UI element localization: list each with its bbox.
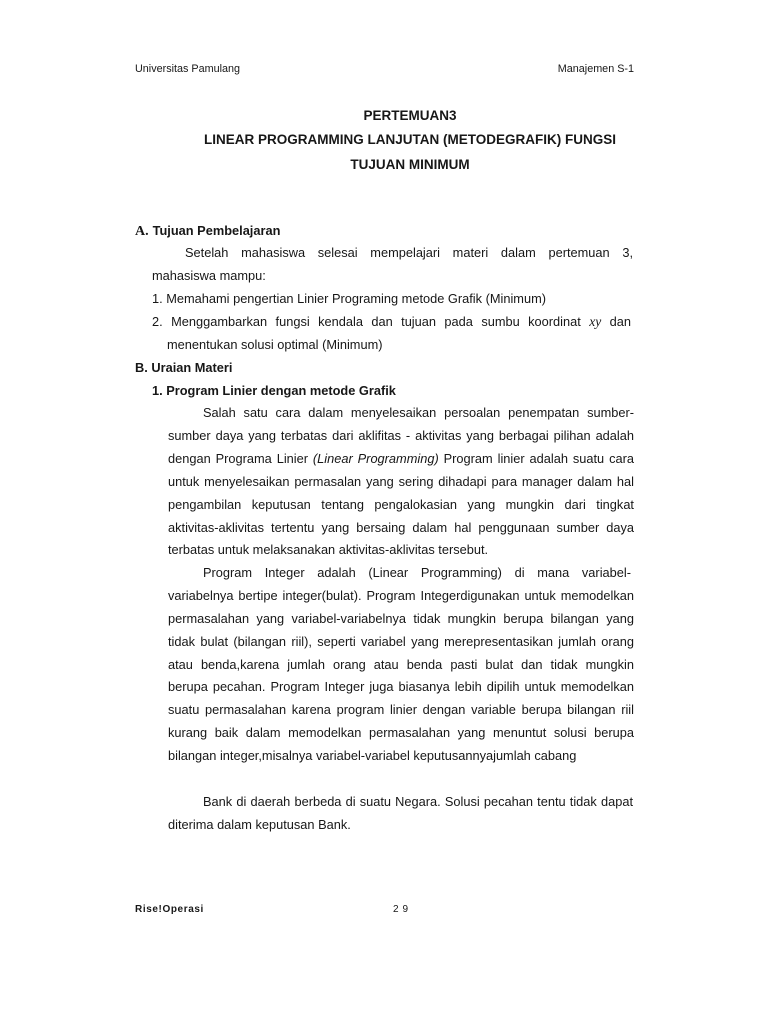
objective-item: 1. Memahami pengertian Linier Programing metode Grafik (Minimum) [152, 291, 547, 307]
paragraph-text: dengan Programa Linier [168, 451, 308, 467]
paragraph-line: Salah satu cara dalam menyelesaikan persoalan penempatan sumber- [203, 405, 634, 421]
paragraph-line: terbatas untuk melaksanakan aktivitas-aklivitas tersebut. [168, 542, 489, 558]
paragraph-line: suatu permasalahan karena program linier dengan variable berupa bilangan riil [168, 702, 634, 718]
blank-line [0, 768, 768, 791]
header-institution: Universitas Pamulang [135, 63, 241, 75]
paragraph-line: pengambilan keputusan tentang pengalokasian yang mungkin dari tingkat [168, 496, 634, 512]
paragraph-line: variabelnya bertipe integer(bulat). Program Integerdigunakan untuk memodelkan [168, 588, 634, 604]
paragraph-line: berupa pecahan. Program Integer juga biasanya lebih dipilih untuk memodelkan [168, 679, 634, 695]
meeting-title: PERTEMUAN3 [363, 107, 457, 123]
objective-continuation: menentukan solusi optimal (Minimum) [167, 336, 383, 352]
math-variable: xy [589, 313, 602, 329]
objective-text: dan [609, 313, 631, 329]
paragraph-line: tidak bulat (bilangan riil), seperti variabel yang merepresentasikan jumlah orang [168, 633, 634, 649]
subsection-heading: 1. Program Linier dengan metode Grafik [152, 382, 396, 398]
paragraph-line: Bank di daerah berbeda di suatu Negara. Solusi pecahan tentu tidak dapat [203, 793, 633, 809]
objective-item [152, 311, 631, 334]
paragraph-line: untuk menyelesaikan permasalan yang sering dihadapi para manager dalam hal [168, 473, 634, 489]
paragraph-line: aktivitas-aklivitas tertentu yang bersaing dalam hal penggunaan sumber daya [168, 519, 634, 535]
paragraph-line: sumber daya yang terbatas dari aklifitas - aktivitas yang berbagai pilihan adalah [168, 428, 634, 444]
section-marker: A. [135, 223, 149, 239]
intro-line: mahasiswa mampu: [152, 268, 266, 284]
paragraph-line: kurang baik dalam memodelkan permasalahan yang menuntut solusi berupa [168, 725, 634, 741]
title-block [135, 104, 685, 178]
page-number: 29 [393, 904, 413, 915]
paragraph-line: permasalahan yang variabel-variabelnya tidak mungkin berupa bilangan yang [168, 610, 634, 626]
header-program: Manajemen S-1 [557, 63, 634, 75]
chapter-title-line-2: TUJUAN MINIMUM [350, 156, 470, 172]
italic-term: (Linear Programming) [312, 451, 439, 467]
paragraph-line: bilangan integer,misalnya variabel-variabel keputusannyajumlah cabang [168, 748, 577, 763]
section-b-heading: B. Uraian Materi [135, 359, 233, 375]
footer-course: Rise!Operasi [135, 904, 204, 915]
intro-line: Setelah mahasiswa selesai mempelajari materi dalam pertemuan 3, [185, 245, 633, 261]
section-a-heading [135, 220, 768, 243]
paragraph-line: diterima dalam keputusan Bank. [168, 816, 351, 832]
objective-text: 2. Menggambarkan fungsi kendala dan tujuan pada sumbu koordinat [152, 313, 581, 329]
section-heading-label: Tujuan Pembelajaran [152, 222, 281, 238]
chapter-title-line-1: LINEAR PROGRAMMING LANJUTAN (METODEGRAFIK) FUNGSI [204, 132, 616, 148]
paragraph-line [168, 448, 634, 471]
paragraph-line: Program Integer adalah (Linear Programming) di mana variabel- [203, 565, 631, 581]
paragraph-line: atau benda,karena jumlah orang atau benda pasti bulat dan tidak mungkin [168, 656, 634, 672]
page-content [0, 220, 768, 837]
paragraph-text: Program linier adalah suatu cara [443, 451, 634, 467]
